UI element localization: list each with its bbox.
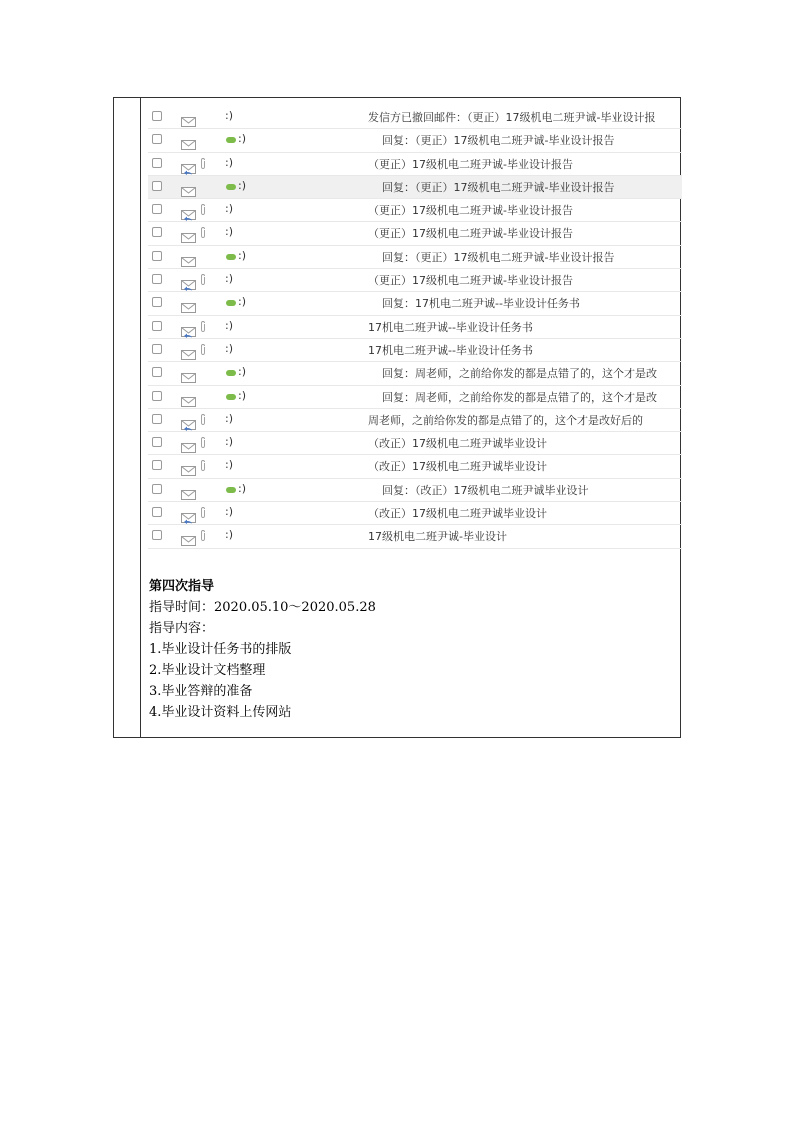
smile-text: :) [238, 132, 246, 146]
smile-text: :) [225, 528, 233, 542]
mail-subject[interactable]: 回复：（改正）17级机电二班尹诚毕业设计 [382, 483, 589, 497]
mail-subject[interactable]: 回复：（更正）17级机电二班尹诚-毕业设计报告 [382, 180, 615, 194]
mail-row[interactable] [148, 176, 682, 199]
mail-row[interactable] [148, 339, 682, 362]
mail-row[interactable] [148, 432, 682, 455]
row-checkbox[interactable] [152, 181, 162, 191]
mail-subject[interactable]: 回复：（更正）17级机电二班尹诚-毕业设计报告 [382, 134, 615, 148]
smile-text: :) [238, 481, 246, 495]
mail-subject[interactable]: 周老师，之前给你发的都是点错了的，这个才是改好后的 [368, 413, 643, 427]
mail-row[interactable] [148, 316, 682, 339]
mail-row[interactable] [148, 386, 682, 409]
attachment-icon [200, 414, 206, 428]
mail-subject[interactable]: 回复：周老师，之前给你发的都是点错了的，这个才是改 [382, 390, 657, 404]
attachment-icon [200, 507, 206, 521]
mail-row[interactable] [148, 222, 682, 245]
attachment-icon [200, 344, 206, 358]
attachment-icon [200, 274, 206, 288]
green-tag-icon [226, 137, 236, 143]
mail-row[interactable] [148, 362, 682, 385]
row-checkbox[interactable] [152, 321, 162, 331]
attachment-icon [200, 530, 206, 544]
row-checkbox[interactable] [152, 297, 162, 307]
row-checkbox[interactable] [152, 391, 162, 401]
mail-subject[interactable]: 回复：17机电二班尹诚--毕业设计任务书 [382, 297, 580, 311]
attachment-icon [200, 204, 206, 218]
mail-subject[interactable]: （改正）17级机电二班尹诚毕业设计 [368, 507, 547, 521]
guidance-section [149, 576, 376, 723]
mail-subject[interactable]: 17级机电二班尹诚-毕业设计 [368, 530, 507, 544]
row-checkbox[interactable] [152, 437, 162, 447]
attachment-icon [200, 158, 206, 172]
row-checkbox[interactable] [152, 251, 162, 261]
green-tag-icon [226, 487, 236, 493]
mail-row[interactable] [148, 246, 682, 269]
smile-text: :) [225, 435, 233, 449]
mail-subject[interactable]: 发信方已撤回邮件：（更正）17级机电二班尹诚-毕业设计报 [368, 111, 656, 124]
smile-text: :) [225, 225, 233, 239]
mail-subject[interactable]: （改正）17级机电二班尹诚毕业设计 [368, 437, 547, 451]
smile-text: :) [225, 155, 233, 169]
smile-text: :) [225, 109, 233, 122]
row-checkbox[interactable] [152, 227, 162, 237]
mail-subject[interactable]: （改正）17级机电二班尹诚毕业设计 [368, 460, 547, 474]
green-tag-icon [226, 370, 236, 376]
row-checkbox[interactable] [152, 414, 162, 424]
guidance-item: 4.毕业设计资料上传网站 [149, 705, 292, 720]
smile-text: :) [225, 318, 233, 332]
row-checkbox[interactable] [152, 484, 162, 494]
mail-row[interactable] [148, 292, 682, 315]
green-tag-icon [226, 394, 236, 400]
green-tag-icon [226, 300, 236, 306]
row-checkbox[interactable] [152, 530, 162, 540]
mail-row[interactable] [148, 479, 682, 502]
mail-subject[interactable]: （更正）17级机电二班尹诚-毕业设计报告 [368, 157, 573, 171]
mail-subject[interactable]: 17机电二班尹诚--毕业设计任务书 [368, 343, 533, 357]
document-table [113, 97, 681, 738]
smile-text: :) [225, 341, 233, 355]
mail-subject[interactable]: 回复：周老师，之前给你发的都是点错了的，这个才是改 [382, 367, 657, 381]
mail-subject[interactable]: 17机电二班尹诚--毕业设计任务书 [368, 320, 533, 334]
attachment-icon [200, 227, 206, 241]
guidance-item: 2.毕业设计文档整理 [149, 663, 266, 678]
mail-row[interactable] [148, 199, 682, 222]
smile-text: :) [225, 272, 233, 286]
guidance-content-label: 指导内容： [149, 621, 215, 636]
mail-row[interactable] [148, 269, 682, 292]
smile-text: :) [238, 178, 246, 192]
content-cell [141, 98, 680, 737]
mail-subject[interactable]: （更正）17级机电二班尹诚-毕业设计报告 [368, 204, 573, 218]
row-checkbox[interactable] [152, 134, 162, 144]
row-checkbox[interactable] [152, 460, 162, 470]
mail-row[interactable] [148, 409, 682, 432]
smile-text: :) [238, 295, 246, 309]
smile-text: :) [225, 202, 233, 216]
row-checkbox[interactable] [152, 367, 162, 377]
attachment-icon [200, 437, 206, 451]
row-checkbox[interactable] [152, 158, 162, 168]
smile-text: :) [225, 505, 233, 519]
green-tag-icon [226, 254, 236, 260]
mail-subject[interactable]: （更正）17级机电二班尹诚-毕业设计报告 [368, 274, 573, 288]
guidance-item: 3.毕业答辩的准备 [149, 684, 253, 699]
row-checkbox[interactable] [152, 111, 162, 121]
mail-subject[interactable]: （更正）17级机电二班尹诚-毕业设计报告 [368, 227, 573, 241]
guidance-item: 1.毕业设计任务书的排版 [149, 642, 292, 657]
guidance-time: 指导时间：2020.05.10～2020.05.28 [149, 600, 376, 615]
mail-row[interactable] [148, 502, 682, 525]
smile-text: :) [225, 411, 233, 425]
row-checkbox[interactable] [152, 274, 162, 284]
row-checkbox[interactable] [152, 204, 162, 214]
smile-text: :) [225, 458, 233, 472]
row-checkbox[interactable] [152, 344, 162, 354]
envelope-icon [181, 532, 197, 550]
mail-row[interactable] [148, 106, 682, 129]
mail-row[interactable] [148, 455, 682, 478]
row-checkbox[interactable] [152, 507, 162, 517]
mail-list-screenshot [148, 106, 682, 550]
attachment-icon [200, 460, 206, 474]
section-title: 第四次指导 [149, 579, 215, 594]
smile-text: :) [238, 365, 246, 379]
mail-row[interactable] [148, 153, 682, 176]
mail-row[interactable] [148, 525, 682, 548]
green-tag-icon [226, 184, 236, 190]
smile-text: :) [238, 248, 246, 262]
smile-text: :) [238, 388, 246, 402]
mail-row[interactable] [148, 129, 682, 152]
mail-subject[interactable]: 回复：（更正）17级机电二班尹诚-毕业设计报告 [382, 250, 615, 264]
attachment-icon [200, 321, 206, 335]
